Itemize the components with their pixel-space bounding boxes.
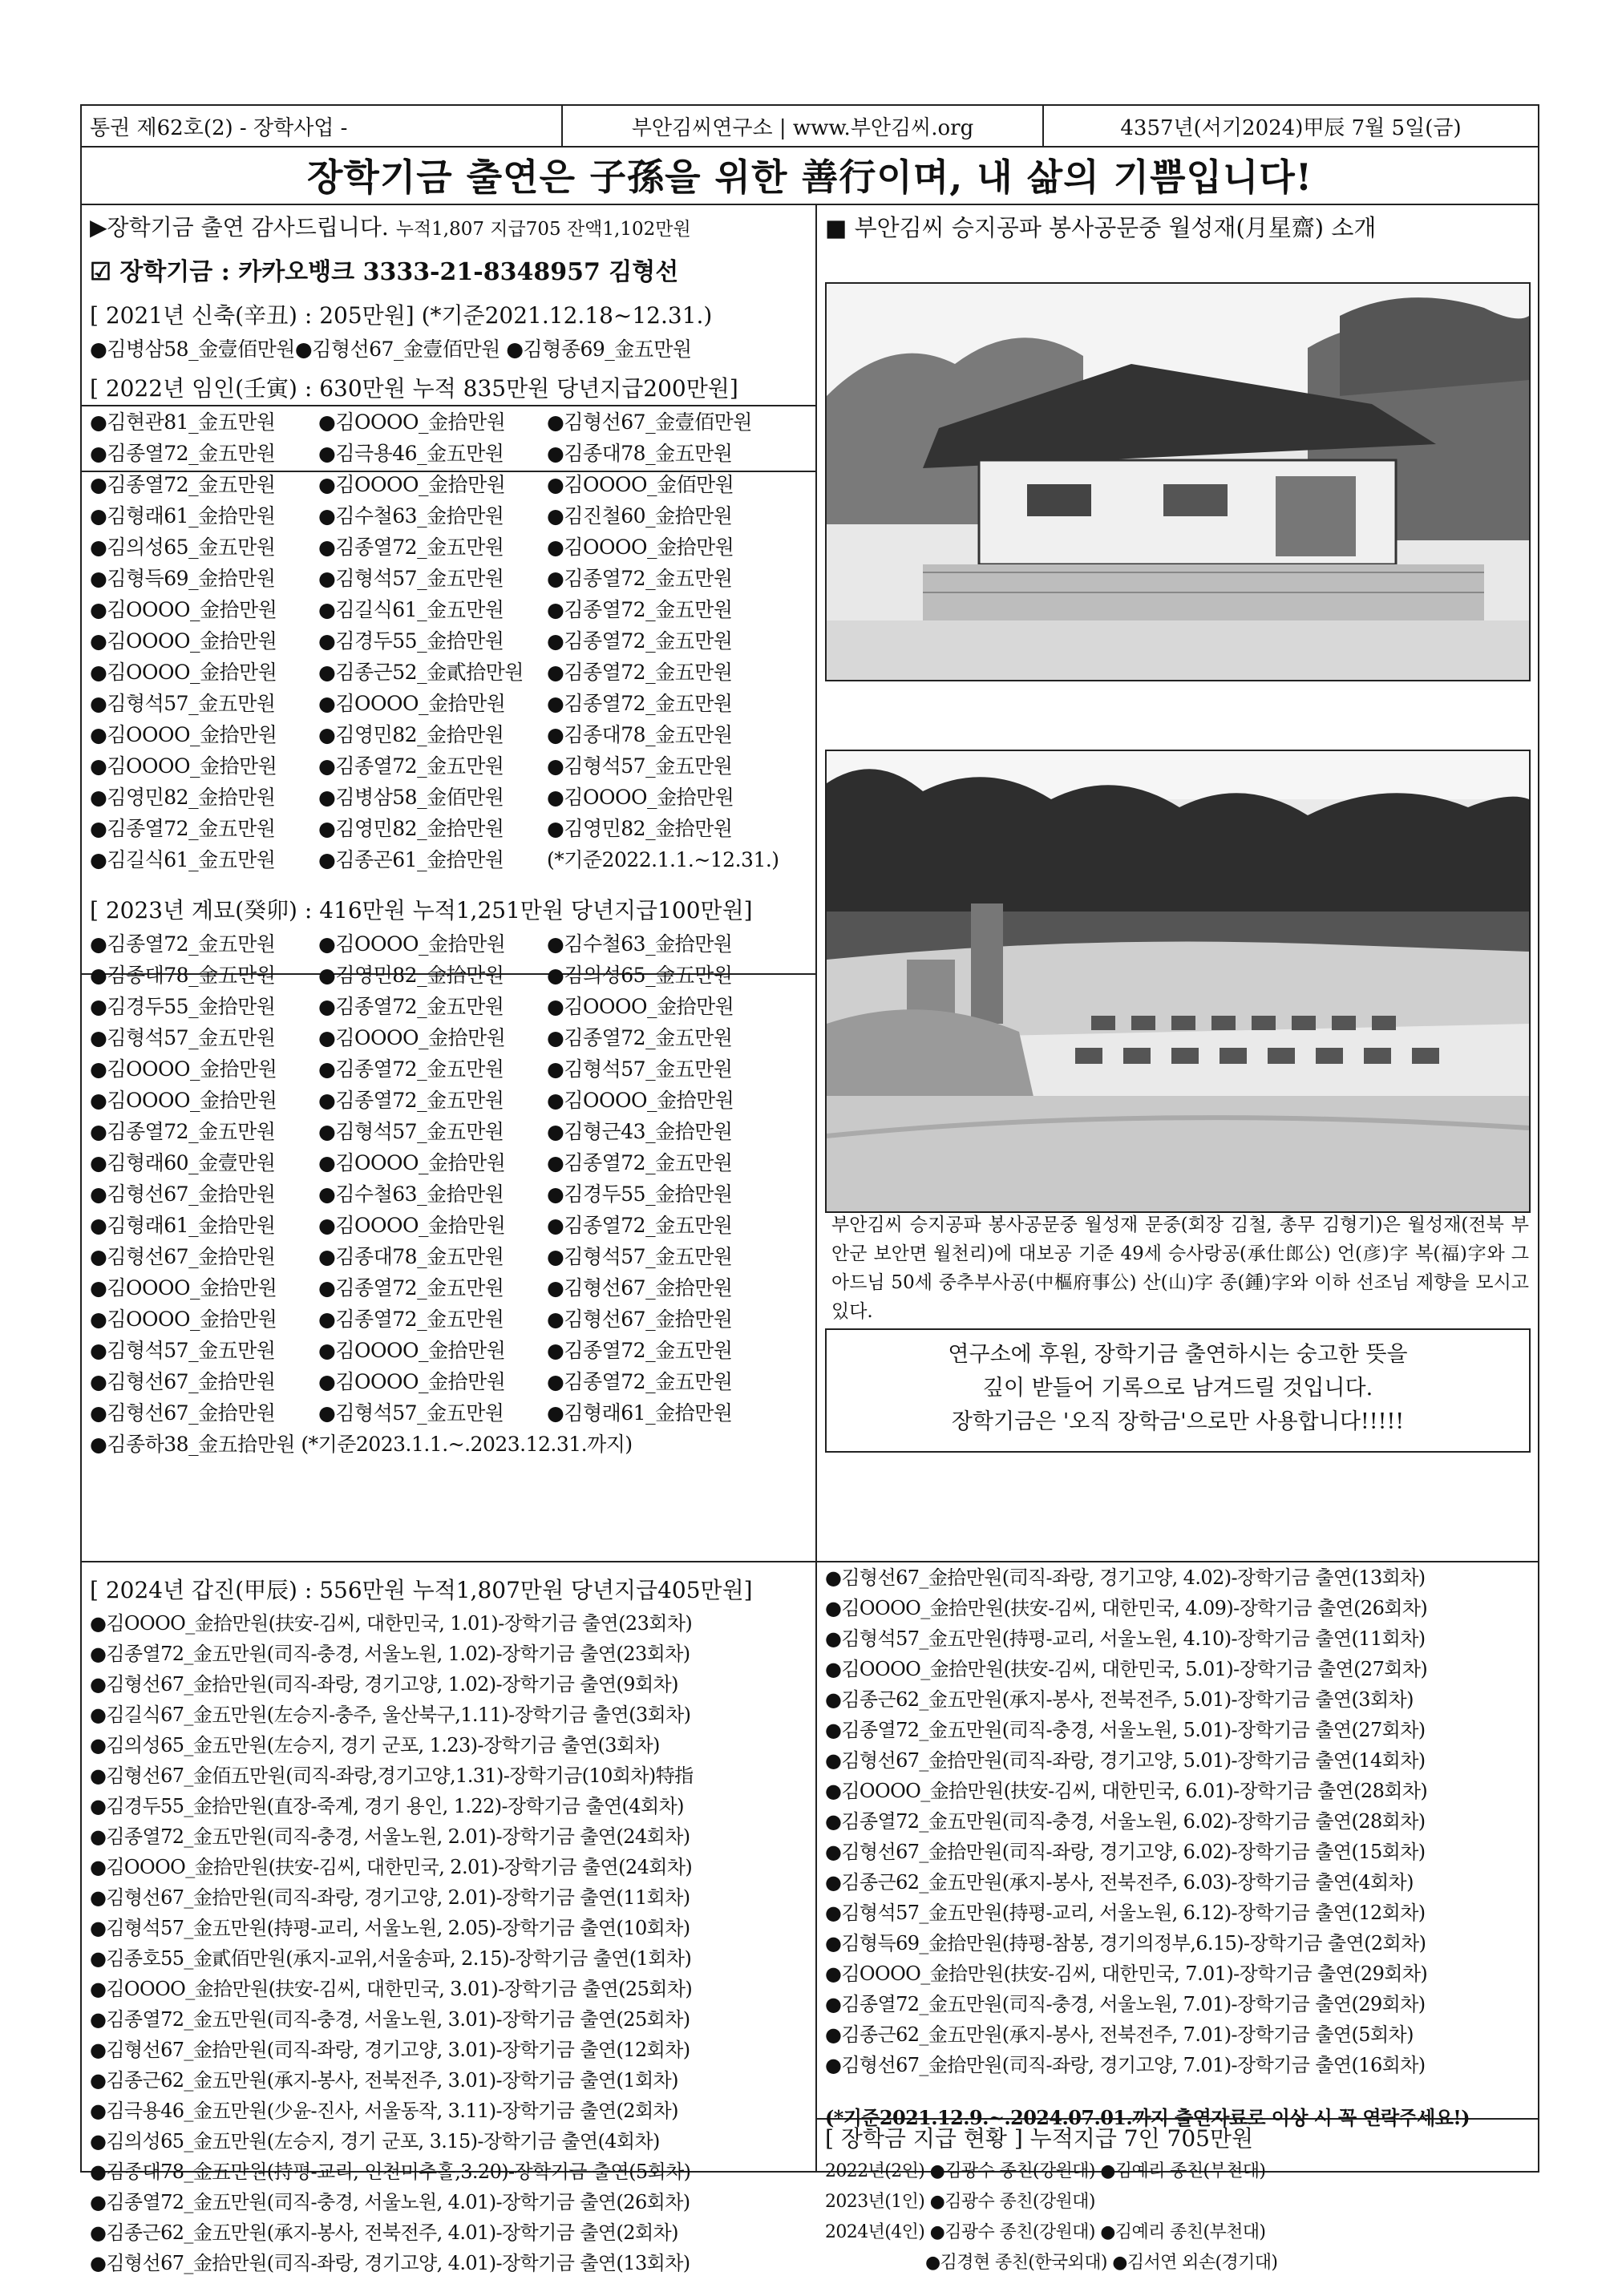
issue-date: 4357년(서기2024)甲辰 7월 5일(금) (1120, 115, 1462, 140)
donation-entry: ●김형득69_金拾만원(持평-참봉, 경기의정부,6.15)-장학기금 출연(2회차) (825, 1932, 1426, 1954)
donation-entry: ●김형선67_金拾만원(司직-좌랑, 경기고양, 5.01)-장학기금 출연(14회차) (825, 1749, 1426, 1772)
donor-entry: ●김형래61_金拾만원 (90, 1214, 276, 1237)
donor-entry: ●김종열72_金五만원 (318, 995, 504, 1018)
donor-row (82, 844, 815, 875)
shrine-photo (825, 282, 1531, 681)
donor-entry: ●김종열72_金五만원 (547, 1370, 733, 1393)
donation-entry: ●김형선67_金拾만원(司직-좌랑, 경기고양, 1.02)-장학기금 출연(9회차) (90, 1673, 678, 1696)
donor-entry: ●김형석57_金五만원 (547, 1057, 733, 1081)
donor-entry: ●김종열72_金五만원 (547, 661, 733, 684)
donor-entry: ●김형선67_金拾만원 (90, 1370, 276, 1393)
donor-entry: ●김형래61_金拾만원 (547, 1401, 733, 1425)
section-2023-last: ●김종하38_金五拾만원 (*기준2023.1.1.~.2023.12.31.까지) (90, 1433, 633, 1456)
donor-entry: ●김OOOO_金拾만원 (90, 1308, 277, 1331)
donor-row (82, 1147, 815, 1178)
payout-entry: 2022년(2인) ●김광수 종친(강원대) ●김예리 종친(부천대) (825, 2161, 1266, 2181)
donor-entry: ●김종대78_金五만원 (90, 964, 276, 987)
donor-entry: ●김OOOO_金拾만원 (90, 754, 277, 778)
donor-row (82, 1116, 815, 1147)
donor-row (82, 928, 815, 960)
donor-entry: ●김종열72_金五만원 (547, 692, 733, 715)
donor-entry: ●김OOOO_金拾만원 (90, 1276, 277, 1300)
donation-entry: ●김종근62_金五만원(承지-봉사, 전북전주, 4.01)-장학기금 출연(2회차) (90, 2221, 678, 2244)
donor-row (82, 532, 815, 563)
donation-entry: ●김OOOO_金拾만원(扶安-김씨, 대한민국, 4.09)-장학기금 출연(26회차) (825, 1597, 1428, 1619)
donation-entry: ●김종근62_金五만원(承지-봉사, 전북전주, 3.01)-장학기금 출연(1회차) (90, 2069, 678, 2092)
donor-entry: ●김병삼58_金佰만원 (318, 786, 504, 809)
donor-entry: ●김영민82_金拾만원 (90, 786, 276, 809)
donation-entry: ●김종열72_金五만원(司직-충경, 서울노원, 7.01)-장학기금 출연(29회차) (825, 1993, 1426, 2015)
donation-entry: ●김길식67_金五만원(左승지-충주, 울산북구,1.11)-장학기금 출연(3회차) (90, 1704, 691, 1726)
donor-entry: ●김종열72_金五만원 (318, 1057, 504, 1081)
section-2022-title: [ 2022년 임인(壬寅) : 630만원 누적 835만원 당년지급200만원] (90, 375, 738, 402)
donor-entry: ●김OOOO_金拾만원 (318, 1151, 506, 1174)
donation-entry: ●김경두55_金拾만원(直장-죽계, 경기 용인, 1.22)-장학기금 출연(4회차) (90, 1795, 684, 1817)
donor-entry: ●김형선67_金拾만원 (90, 1245, 276, 1268)
donor-entry: ●김수철63_金拾만원 (318, 1182, 504, 1206)
donor-entry: ●김현관81_金五만원 (90, 410, 276, 434)
donor-entry: ●김형석57_金五만원 (547, 1245, 733, 1268)
donor-row (82, 782, 815, 813)
donor-entry: ●김영민82_金拾만원 (318, 723, 504, 746)
donor-entry: ●김경두55_金拾만원 (90, 995, 276, 1018)
donor-row (82, 750, 815, 782)
donation-entry: ●김형선67_金拾만원(司직-좌랑, 경기고양, 4.01)-장학기금 출연(13회차) (90, 2252, 690, 2274)
donor-entry: ●김종열72_金五만원 (90, 932, 276, 956)
donor-entry: ●김종열72_金五만원 (318, 1089, 504, 1112)
donation-entry: ●김종열72_金五만원(司직-충경, 서울노원, 4.01)-장학기금 출연(26회차) (90, 2191, 690, 2213)
column-divider (815, 204, 817, 1562)
donor-row (82, 500, 815, 532)
thanks-line (82, 208, 815, 249)
donor-entry: ●김OOOO_金拾만원 (90, 598, 277, 621)
donor-entry: (*기준2022.1.1.~12.31.) (547, 848, 779, 871)
donation-entry: ●김극용46_金五만원(少윤-진사, 서울동작, 3.11)-장학기금 출연(2회차) (90, 2100, 678, 2122)
section-2021-line: ●김병삼58_金壹佰만원●김형선67_金壹佰만원 ●김형종69_金五만원 (90, 338, 692, 361)
donor-row (82, 1210, 815, 1241)
donor-entry: ●김형선67_金拾만원 (90, 1401, 276, 1425)
donor-row (82, 657, 815, 688)
donor-entry: ●김진철60_金拾만원 (547, 504, 733, 528)
donation-entry: ●김OOOO_金拾만원(扶安-김씨, 대한민국, 6.01)-장학기금 출연(28회차) (825, 1780, 1428, 1802)
donor-entry: ●김OOOO_金拾만원 (318, 473, 506, 496)
donor-entry: ●김종열72_金五만원 (318, 754, 504, 778)
donor-entry: ●김OOOO_金佰만원 (547, 473, 734, 496)
donor-entry: ●김OOOO_金拾만원 (318, 1026, 506, 1049)
section-2022-list (82, 406, 815, 875)
donor-entry: ●김길식61_金五만원 (90, 848, 276, 871)
donor-row (82, 625, 815, 657)
donor-row (82, 1085, 815, 1116)
donor-entry: ●김종열72_金五만원 (90, 442, 276, 465)
donation-entry: ●김종호55_金貳佰만원(承지-교위,서울송파, 2.15)-장학기금 출연(1회차) (90, 1947, 692, 1970)
donor-row (82, 688, 815, 719)
donor-entry: ●김OOOO_金拾만원 (318, 410, 506, 434)
donation-entry: ●김의성65_金五만원(左승지, 경기 군포, 1.23)-장학기금 출연(3회차) (90, 1734, 660, 1756)
donor-entry: ●김형석57_金五만원 (90, 1339, 276, 1362)
donor-row (82, 594, 815, 625)
donation-entry: ●김종근62_金五만원(承지-봉사, 전북전주, 6.03)-장학기금 출연(4회차) (825, 1871, 1414, 1894)
section-2024-list-left (82, 1608, 815, 2278)
donor-entry: ●김수철63_金拾만원 (547, 932, 733, 956)
donor-entry: ●김수철63_金拾만원 (318, 504, 504, 528)
donor-entry: ●김종열72_金五만원 (90, 1120, 276, 1143)
payout-title: [ 장학금 지급 현황 ] 누적지급 7인 705만원 (825, 2125, 1254, 2152)
donor-entry: ●김OOOO_金拾만원 (318, 1370, 506, 1393)
donor-entry: ●김종열72_金五만원 (90, 473, 276, 496)
donation-entry: ●김형선67_金拾만원(司직-좌랑, 경기고양, 2.01)-장학기금 출연(11회차) (90, 1886, 690, 1909)
donor-entry: ●김형선67_金拾만원 (547, 1308, 733, 1331)
fund-stats: 누적1,807 지급705 잔액1,102만원 (395, 219, 691, 240)
donor-entry: ●김OOOO_金拾만원 (90, 1089, 277, 1112)
donor-entry: ●김극용46_金五만원 (318, 442, 504, 465)
donor-entry: ●김종대78_金五만원 (547, 723, 733, 746)
donor-entry: ●김종열72_金五만원 (318, 1308, 504, 1331)
donation-entry: ●김종열72_金五만원(司직-충경, 서울노원, 5.01)-장학기금 출연(27회차) (825, 1719, 1426, 1741)
right-column (817, 208, 1539, 247)
section-2023-list (82, 928, 815, 1429)
donor-entry: ●김영민82_金拾만원 (547, 817, 733, 840)
donor-entry: ●김형득69_金拾만원 (90, 567, 276, 590)
donor-entry: ●김의성65_金五만원 (90, 536, 276, 559)
publisher-info: 부안김씨연구소 | www.부안김씨.org (563, 106, 1044, 146)
donor-entry: ●김종대78_金五만원 (547, 442, 733, 465)
donation-entry: ●김형석57_金五만원(持평-교리, 서울노원, 2.05)-장학기금 출연(10회차) (90, 1917, 690, 1939)
notice-box (825, 1328, 1531, 1453)
donor-row (82, 563, 815, 594)
notice-line-2: 깊이 받들어 기록으로 남겨드릴 것입니다. (982, 1376, 1373, 1401)
donor-entry: ●김OOOO_金拾만원 (90, 661, 277, 684)
donation-entry: ●김형선67_金佰五만원(司직-좌랑,경기고양,1.31)-장학기금(10회차)特指 (90, 1764, 694, 1787)
donor-row (82, 991, 815, 1022)
donor-entry: ●김OOOO_金拾만원 (547, 536, 734, 559)
donation-entry: ●김형석57_金五만원(持평-교리, 서울노원, 6.12)-장학기금 출연(12회차) (825, 1902, 1426, 1924)
donor-row (82, 719, 815, 750)
donor-entry: ●김OOOO_金拾만원 (90, 723, 277, 746)
donor-row (82, 1272, 815, 1304)
donation-entry: ●김종근62_金五만원(承지-봉사, 전북전주, 7.01)-장학기금 출연(5회차) (825, 2023, 1414, 2046)
section-2024-title: [ 2024년 갑진(甲辰) : 556만원 누적1,807만원 당년지급405만원] (90, 1577, 753, 1603)
payout-entry: ●김경현 종친(한국외대) ●김서연 외손(경기대) (925, 2253, 1278, 2273)
donor-row (82, 1304, 815, 1335)
payout-list (817, 2157, 1539, 2278)
donor-entry: ●김OOOO_金拾만원 (90, 1057, 277, 1081)
masthead (82, 106, 1538, 148)
donor-entry: ●김형석57_金五만원 (547, 754, 733, 778)
headline: 장학기금 출연은 子孫을 위한 善行이며, 내 삶의 기쁨입니다! (82, 146, 1538, 205)
donor-entry: ●김종열72_金五만원 (547, 567, 733, 590)
donor-entry: ●김종열72_金五만원 (318, 1276, 504, 1300)
donor-entry: ●김형석57_金五만원 (318, 1120, 504, 1143)
donor-entry: ●김영민82_金拾만원 (318, 817, 504, 840)
donor-entry: ●김종열72_金五만원 (547, 1151, 733, 1174)
donor-entry: ●김종근52_金貳拾만원 (318, 661, 524, 684)
section-2024-note: (*기준2021.12.9.~.2024.07.01.까지 출연자료로 이상 시 꼭 연락주세요!) (825, 2106, 1470, 2129)
donor-entry: ●김OOOO_金拾만원 (318, 1339, 506, 1362)
donation-entry: ●김종대78_金五만원(持평-교리, 인천미추홀,3.20)-장학기금 출연(5회차) (90, 2161, 691, 2183)
notice-line-3: 장학기금은 '오직 장학금'으로만 사용합니다!!!!! (951, 1409, 1405, 1434)
donor-row (82, 469, 815, 500)
donor-entry: ●김형래61_金拾만원 (90, 504, 276, 528)
donor-entry: ●김형석57_金五만원 (318, 1401, 504, 1425)
donor-row (82, 1366, 815, 1397)
donation-entry: ●김형석57_金五만원(持평-교리, 서울노원, 4.10)-장학기금 출연(11회차) (825, 1627, 1426, 1650)
donor-entry: ●김형석57_金五만원 (90, 692, 276, 715)
donor-row (82, 1241, 815, 1272)
donation-entry: ●김OOOO_金拾만원(扶安-김씨, 대한민국, 2.01)-장학기금 출연(24회차) (90, 1856, 693, 1878)
donation-entry: ●김OOOO_金拾만원(扶安-김씨, 대한민국, 3.01)-장학기금 출연(25회차) (90, 1978, 693, 2000)
account-line: ☑ 장학기금 : 카카오뱅크 3333-21-8348957 김형선 (90, 258, 679, 286)
donor-entry: ●김OOOO_金拾만원 (318, 1214, 506, 1237)
section-2021-title: [ 2021년 신축(辛丑) : 205만원] (*기준2021.12.18~12.31.) (90, 302, 713, 329)
payout-entry: 2023년(1인) ●김광수 종친(강원대) (825, 2192, 1095, 2212)
donor-entry: ●김형석57_金五만원 (318, 567, 504, 590)
donor-entry: ●김OOOO_金拾만원 (318, 932, 506, 956)
donation-entry: ●김종열72_金五만원(司직-충경, 서울노원, 6.02)-장학기금 출연(28회차) (825, 1810, 1426, 1833)
donation-entry: ●김형선67_金拾만원(司직-좌랑, 경기고양, 6.02)-장학기금 출연(15회차) (825, 1841, 1426, 1863)
donor-entry: ●김길식61_金五만원 (318, 598, 504, 621)
donation-entry: ●김형선67_金拾만원(司직-좌랑, 경기고양, 3.01)-장학기금 출연(12회차) (90, 2039, 690, 2061)
newsletter-page (80, 104, 1539, 2274)
donor-entry: ●김형선67_金壹佰만원 (547, 410, 752, 434)
donor-entry: ●김경두55_金拾만원 (318, 629, 504, 653)
donor-row (82, 960, 815, 991)
donor-entry: ●김경두55_金拾만원 (547, 1182, 733, 1206)
donor-entry: ●김의성65_金五만원 (547, 964, 733, 987)
donor-entry: ●김영민82_金拾만원 (318, 964, 504, 987)
section-2024-right (817, 1562, 1539, 2133)
donor-entry: ●김종곤61_金拾만원 (318, 848, 504, 871)
donation-entry: ●김형선67_金拾만원(司직-좌랑, 경기고양, 4.02)-장학기금 출연(13회차) (825, 1566, 1426, 1589)
donor-entry: ●김종열72_金五만원 (547, 1339, 733, 1362)
notice-line-1: 연구소에 후원, 장학기금 출연하시는 숭고한 뜻을 (948, 1342, 1408, 1367)
issue-info: 통권 제62호(2) - 장학사업 - (82, 106, 563, 146)
donation-entry: ●김종열72_金五만원(司직-충경, 서울노원, 3.01)-장학기금 출연(25회차) (90, 2008, 690, 2031)
donor-row (82, 1335, 815, 1366)
left-column (82, 208, 815, 1460)
section-2024-left (82, 1573, 815, 2278)
donor-entry: ●김형래60_金壹만원 (90, 1151, 276, 1174)
donor-entry: ●김OOOO_金拾만원 (90, 629, 277, 653)
donor-entry: ●김형선67_金拾만원 (90, 1182, 276, 1206)
donor-row (82, 406, 815, 438)
section-2024-list-right (817, 1562, 1539, 2080)
donor-entry: ●김OOOO_金拾만원 (318, 692, 506, 715)
donor-entry: ●김종열72_金五만원 (547, 629, 733, 653)
donation-entry: ●김종근62_金五만원(承지-봉사, 전북전주, 5.01)-장학기금 출연(3회차) (825, 1688, 1414, 1711)
payout-section (817, 2121, 1539, 2278)
donor-entry: ●김형석57_金五만원 (90, 1026, 276, 1049)
thanks-text: ▶장학기금 출연 감사드립니다. (90, 214, 389, 241)
payout-entry: 2024년(4인) ●김광수 종친(강원대) ●김예리 종친(부천대) (825, 2222, 1266, 2242)
donor-row (82, 1022, 815, 1053)
donation-entry: ●김의성65_金五만원(左승지, 경기 군포, 3.15)-장학기금 출연(4회차) (90, 2130, 660, 2152)
donation-entry: ●김OOOO_金拾만원(扶安-김씨, 대한민국, 7.01)-장학기금 출연(29회차) (825, 1963, 1428, 1985)
donor-entry: ●김종대78_金五만원 (318, 1245, 504, 1268)
donation-entry: ●김종열72_金五만원(司직-충경, 서울노원, 1.02)-장학기금 출연(23회차) (90, 1643, 690, 1665)
donation-entry: ●김OOOO_金拾만원(扶安-김씨, 대한민국, 5.01)-장학기금 출연(27회차) (825, 1658, 1428, 1680)
donor-row (82, 813, 815, 844)
donor-entry: ●김OOOO_金拾만원 (547, 995, 734, 1018)
donor-entry: ●김종열72_金五만원 (547, 1214, 733, 1237)
donor-entry: ●김형선67_金拾만원 (547, 1276, 733, 1300)
section-2023-title: [ 2023년 계묘(癸卯) : 416만원 누적1,251만원 당년지급100만원] (90, 897, 753, 924)
donor-entry: ●김종열72_金五만원 (547, 1026, 733, 1049)
donor-row (82, 1053, 815, 1085)
donor-entry: ●김종열72_金五만원 (318, 536, 504, 559)
donor-entry: ●김종열72_金五만원 (547, 598, 733, 621)
tomb-photo (825, 750, 1531, 1213)
intro-title: ■ 부안김씨 승지공파 봉사공문중 월성재(月星齋) 소개 (825, 214, 1377, 241)
donation-entry: ●김형선67_金拾만원(司직-좌랑, 경기고양, 7.01)-장학기금 출연(16회차) (825, 2054, 1426, 2076)
donor-entry: ●김종열72_金五만원 (90, 817, 276, 840)
donor-row (82, 1178, 815, 1210)
donor-entry: ●김형근43_金拾만원 (547, 1120, 733, 1143)
donation-entry: ●김종열72_金五만원(司직-충경, 서울노원, 2.01)-장학기금 출연(24회차) (90, 1825, 690, 1848)
donation-entry: ●김OOOO_金拾만원(扶安-김씨, 대한민국, 1.01)-장학기금 출연(23회차) (90, 1612, 693, 1635)
donor-entry: ●김OOOO_金拾만원 (547, 786, 734, 809)
donor-row (82, 1397, 815, 1429)
donor-row (82, 438, 815, 469)
intro-caption: 부안김씨 승지공파 봉사공문중 월성재 문중(회장 김철, 총무 김형기)은 월성재(전북 부안군 보안면 월천리)에 대보공 기준 49세 승사랑공(承仕郎公) 언(彦)字 복(福)字와 그 아드님 50세 중추부사공(中樞府事公) 산(山)字 종(鍾)字와 이하 선조님 제향을 모시고 있다. (831, 1215, 1529, 1322)
donor-entry: ●김OOOO_金拾만원 (547, 1089, 734, 1112)
